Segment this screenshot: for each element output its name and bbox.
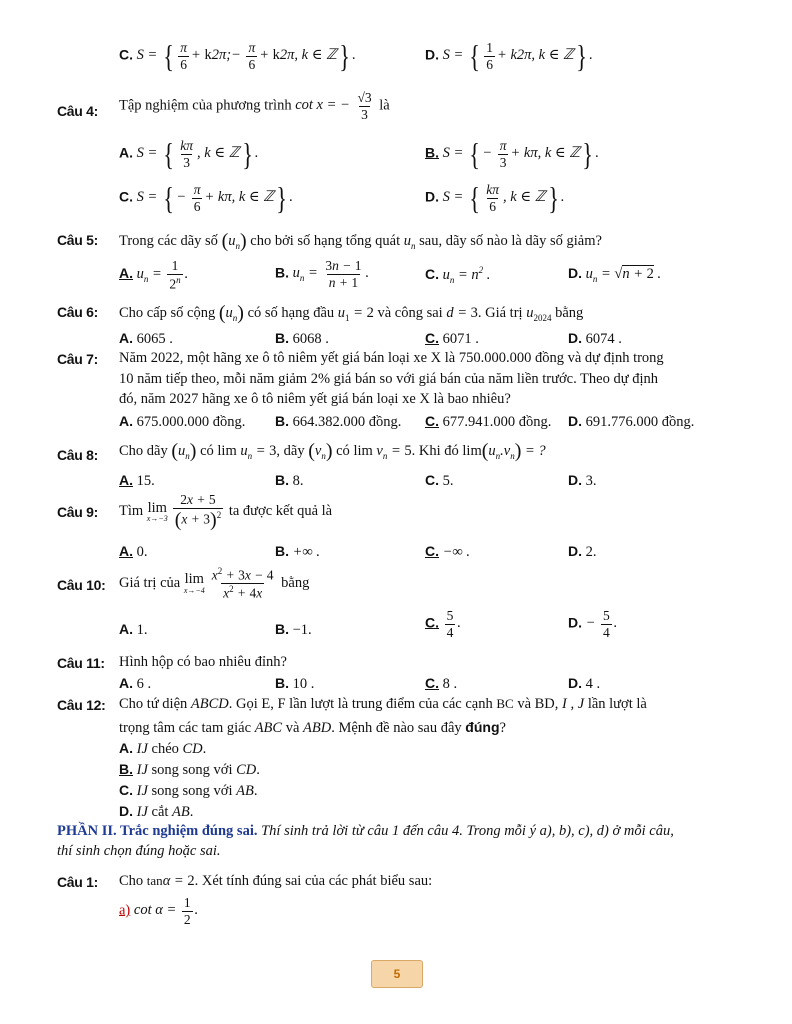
q10-option-d-math: − $\frac{5}{4}$ . (585, 608, 618, 640)
q5-text-a: Trong các dãy số (119, 232, 218, 249)
q8-text-d: có (336, 442, 350, 459)
q5-option-d-label: D. (568, 265, 582, 281)
q12-line1-b: . Gọi E, F lần lượt là trung điểm của các cạnh (228, 696, 493, 712)
q3-option-d-math: S = { $\frac{1}{6}$ + k2π, k ∈ ℤ} . (442, 38, 593, 75)
q7-option-d-label: D. (568, 413, 582, 429)
q8-option-c-value: 5. (442, 473, 454, 489)
q6-option-c-value: 6071 . (442, 331, 479, 347)
q4-option-a[interactable] (119, 136, 259, 173)
p2q1-given: tanα = 2 (146, 873, 195, 889)
q10-option-a[interactable] (119, 621, 148, 639)
q8-option-a-label: A. (119, 472, 133, 488)
q9-option-a[interactable] (119, 543, 148, 561)
q7-option-d[interactable] (568, 413, 694, 431)
q6-option-b-label: B. (275, 330, 289, 346)
q10-option-b-label: B. (275, 621, 289, 637)
q8-text-b: có (200, 442, 214, 459)
q11-option-c-label: C. (425, 675, 439, 691)
q4-option-b-math: S = { − $\frac{\pi}{3}$ + kπ, k ∈ ℤ} . (442, 136, 600, 173)
q6-option-b[interactable] (275, 330, 329, 348)
q9-text-b: ta được kết quả là (228, 503, 333, 520)
q9-option-a-label: A. (119, 543, 133, 559)
q11-option-c-value: 8 . (442, 676, 458, 692)
q12-option-d-text: cắt (151, 804, 169, 820)
q6-label: Câu 6: (57, 304, 98, 320)
p2q1-text-b: . Xét tính đúng sai của các phát biểu sau: (194, 873, 433, 889)
q12-option-a-text: chéo (151, 741, 179, 757)
q12-line2 (119, 719, 506, 737)
q7-line3: đó, năm 2027 hãng xe ô tô niêm yết giá bán loại xe X là bao nhiêu? (119, 391, 511, 407)
q8-label: Câu 8: (57, 447, 98, 463)
q11-option-a[interactable] (119, 675, 151, 693)
q8-option-b[interactable] (275, 472, 304, 490)
q8-option-a[interactable] (119, 472, 155, 490)
q12-ij: I , J (562, 696, 585, 712)
q9-option-d[interactable] (568, 543, 597, 561)
q11-option-b[interactable] (275, 675, 314, 693)
q9-option-b-math: +∞ . (292, 544, 320, 560)
q10-text-b: bằng (281, 574, 310, 591)
part2-instructions-1: Thí sinh trả lời từ câu 1 đến câu 4. Trong mỗi ý a), b), c), d) ở mỗi câu, (261, 823, 674, 839)
q5-seq: $(u_n)$ (221, 230, 247, 252)
q10-option-d[interactable] (568, 608, 617, 640)
q4-option-d[interactable] (425, 180, 565, 217)
q9-option-c-label: C. (425, 543, 439, 559)
q5-option-a[interactable] (119, 258, 188, 292)
q8-lim-v: $\lim v_n = 5$ (353, 442, 412, 461)
q7-line1: Năm 2022, một hãng xe ô tô niêm yết giá bán loại xe X là 750.000.000 đồng và dự định trong (119, 350, 664, 366)
q4-option-a-math: S = { $\frac{k\pi}{3}$ , k ∈ ℤ} . (136, 136, 259, 173)
q7-option-a[interactable] (119, 413, 245, 431)
q8-option-a-value: 15. (136, 473, 155, 489)
q7-option-d-value: 691.776.000 (585, 414, 659, 430)
part2-title: PHẦN II. Trắc nghiệm đúng sai. (57, 823, 258, 839)
q6-option-b-value: 6068 . (292, 331, 329, 347)
q6-option-c[interactable] (425, 330, 479, 348)
q7-option-b-unit: đồng. (368, 414, 402, 430)
q4-stem (119, 90, 390, 122)
q12-emphasis: đúng (465, 719, 500, 735)
q4-option-c-label: C. (119, 188, 133, 205)
q10-limit: lim x→−4 $\frac{x^2 + 3x - 4}{x^2 + 4x}$ (183, 566, 274, 601)
q12-option-b-text: song song với (151, 762, 233, 778)
q6-option-a-value: 6065 . (136, 331, 173, 347)
q11-option-a-label: A. (119, 675, 133, 691)
q11-option-c[interactable] (425, 675, 457, 693)
q3-option-d[interactable] (425, 38, 593, 75)
q5-option-a-math: $u_n$ = $\frac{1}{2^n}$ . (136, 258, 189, 292)
q8-option-d-value: 3. (585, 473, 597, 489)
q7-percent: 2% (310, 371, 331, 387)
q4-option-c-math: S = { − $\frac{\pi}{6}$ + kπ, k ∈ ℤ} . (136, 180, 294, 217)
q10-option-c-math: $\frac{5}{4}$ . (446, 608, 461, 640)
q12-line1-d: lần lượt là (587, 696, 647, 712)
p2q1-item-a[interactable] (119, 895, 198, 927)
q6-option-d[interactable] (568, 330, 622, 348)
q12-line2-a: trọng tâm các tam giác (119, 720, 252, 736)
q8-seq-u: $(u_n)$ (171, 440, 197, 462)
q10-stem (119, 566, 309, 601)
q7-option-d-unit: đồng. (661, 414, 695, 430)
q7-option-b-label: B. (275, 413, 289, 429)
q9-option-b[interactable] (275, 543, 320, 561)
q9-text-a: Tìm (119, 503, 144, 520)
q5-text-c: sau, dãy số nào là dãy số giảm? (419, 232, 602, 249)
q4-option-d-math: S = { $\frac{k\pi}{6}$ , k ∈ ℤ} . (442, 180, 565, 217)
q7-option-c-label: C. (425, 413, 439, 429)
q5-option-c-math: $u_n = n^2$ . (442, 265, 491, 285)
q10-option-b-math: −1. (292, 622, 312, 638)
q5-option-b-math: $u_n$ = $\frac{3n - 1}{n + 1}$ . (292, 258, 370, 290)
q10-option-c[interactable] (425, 608, 461, 640)
q7-option-a-label: A. (119, 413, 133, 429)
q4-option-b-label: B. (425, 144, 439, 161)
q6-text-c: và công sai (377, 304, 443, 321)
q10-option-d-label: D. (568, 614, 582, 631)
q8-lim-u: $\lim u_n = 3$ (217, 442, 277, 461)
q8-option-d-label: D. (568, 472, 582, 488)
q8-stem (119, 440, 546, 463)
p2q1-text-a: Cho (119, 873, 144, 889)
q5-term: $u_n$ (403, 232, 416, 251)
q3-option-c[interactable] (119, 38, 356, 75)
q8-option-d[interactable] (568, 472, 597, 490)
p2q1-stem (119, 873, 432, 890)
q12-line2-b: và (285, 720, 300, 736)
q5-option-d-math: $u_n = √n + 2$ . (585, 266, 662, 284)
q6-stem (119, 302, 583, 325)
q3-option-c-label: C. (119, 46, 133, 63)
q6-diff: d = 3 (446, 304, 478, 321)
q10-option-b[interactable] (275, 621, 312, 639)
q6-seq: $(u_n)$ (218, 302, 244, 324)
q12-option-c-text: song song với (151, 783, 233, 799)
q8-text-a: Cho dãy (119, 442, 168, 459)
q4-option-b[interactable] (425, 136, 600, 173)
q8-text-c: , dãy (276, 442, 305, 459)
q6-option-c-label: C. (425, 330, 439, 346)
q4-label: Câu 4: (57, 103, 98, 119)
q12-abc: ABC (254, 720, 283, 736)
page-number-badge (371, 960, 423, 988)
q12-option-c[interactable]: C. IJ song song với AB. (119, 782, 258, 799)
q9-option-b-label: B. (275, 543, 289, 559)
q7-option-a-unit: đồng. (212, 414, 246, 430)
q6-text-e: bằng (555, 304, 584, 321)
q6-option-d-value: 6074 . (585, 331, 622, 347)
q4-text-before: Tập nghiệm của phương trình (119, 97, 292, 114)
q9-label: Câu 9: (57, 504, 98, 520)
q6-target: $u_{2024}$ (526, 304, 552, 323)
q6-first-term: $u_1 = 2$ (337, 304, 374, 323)
q12-option-d[interactable]: D. IJ cắt AB. (119, 803, 194, 820)
q6-option-a-label: A. (119, 330, 133, 346)
q12-line1 (119, 696, 647, 713)
q7-line2-c: giá bán so với giá bán của năm liền trước. Theo dự định (333, 371, 658, 387)
q5-option-c[interactable] (425, 265, 490, 285)
q10-option-c-label: C. (425, 614, 439, 631)
q10-option-a-math: 1. (136, 622, 148, 638)
p2q1-label: Câu 1: (57, 874, 98, 890)
q12-option-b-label: B. (119, 761, 133, 777)
q5-text-b: cho bởi số hạng tổng quát (250, 232, 401, 249)
q6-text-b: có số hạng đầu (247, 304, 335, 321)
q5-option-d[interactable] (568, 265, 661, 284)
q4-option-c[interactable] (119, 180, 294, 217)
q3-option-d-label: D. (425, 46, 439, 63)
q4-equation: cot x = − $\frac{√3}{3}$ (295, 90, 372, 122)
q12-edge-bc: BC (496, 696, 514, 711)
q5-option-b-label: B. (275, 264, 289, 281)
q9-option-c[interactable] (425, 543, 470, 561)
q11-option-b-value: 10 . (292, 676, 315, 692)
q6-text-a: Cho cấp số cộng (119, 304, 216, 321)
part2-instructions-2: thí sinh chọn đúng hoặc sai. (57, 843, 221, 859)
q12-option-a-label: A. (119, 740, 133, 756)
q11-label: Câu 11: (57, 655, 105, 671)
q12-line1-a: Cho tứ diện (119, 696, 188, 712)
q9-option-d-label: D. (568, 543, 582, 559)
q12-option-a[interactable]: A. IJ chéo CD. (119, 740, 207, 757)
q10-text-a: Giá trị của (119, 574, 181, 591)
q7-label: Câu 7: (57, 351, 98, 367)
q12-option-b[interactable]: B. IJ song song với CD. (119, 761, 260, 778)
q12-tetra: ABCD (190, 696, 229, 712)
q5-option-a-label: A. (119, 265, 133, 282)
q7-option-b-value: 664.382.000 (292, 414, 366, 430)
q12-label: Câu 12: (57, 697, 106, 713)
q4-option-a-label: A. (119, 144, 133, 161)
q12-line1-c: và BD, (517, 696, 559, 712)
q11-option-a-value: 6 . (136, 676, 152, 692)
q12-qmark: ? (499, 720, 506, 736)
q7-option-b[interactable] (275, 413, 401, 431)
q8-option-b-value: 8. (292, 473, 304, 489)
q7-line2 (119, 371, 658, 388)
q11-text: Hình hộp có bao nhiêu đỉnh? (119, 654, 287, 670)
q5-label: Câu 5: (57, 232, 98, 248)
q7-option-c-unit: đồng. (518, 414, 552, 430)
q11-option-d-label: D. (568, 675, 582, 691)
q12-line2-c: . Mệnh đề nào sau đây (331, 720, 462, 736)
q5-option-b[interactable] (275, 258, 369, 290)
q6-option-a[interactable] (119, 330, 173, 348)
q8-option-c[interactable] (425, 472, 454, 490)
q10-option-a-label: A. (119, 621, 133, 637)
q11-option-b-label: B. (275, 675, 289, 691)
p2q1-item-a-label[interactable]: a) (119, 902, 131, 919)
q6-option-d-label: D. (568, 330, 582, 346)
q11-option-d-value: 4 . (585, 676, 601, 692)
q8-question: $\lim(u_n.v_n)$ = ? (462, 440, 546, 462)
q7-option-c[interactable] (425, 413, 551, 431)
part2-heading (57, 823, 674, 840)
q9-stem (119, 492, 332, 532)
q8-text-e: . Khi đó (411, 442, 459, 459)
q8-option-b-label: B. (275, 472, 289, 488)
q12-option-c-label: C. (119, 782, 133, 798)
q9-option-a-value: 0. (136, 544, 148, 560)
p2q1-item-a-math: cot α = $\frac{1}{2}$ . (133, 895, 199, 927)
q7-option-c-value: 677.941.000 (442, 414, 516, 430)
page-number: 5 (393, 967, 401, 981)
q7-line2-a: 10 năm tiếp theo, mỗi năm giảm (119, 371, 308, 387)
q9-option-c-math: −∞ . (442, 544, 470, 560)
q4-option-d-label: D. (425, 188, 439, 205)
q7-option-a-value: 675.000.000 (136, 414, 210, 430)
q8-option-c-label: C. (425, 472, 439, 488)
q6-text-d: . Giá trị (477, 304, 523, 321)
q12-option-d-label: D. (119, 803, 133, 819)
q9-limit: lim x→−3 $\frac{2x + 5}{(x + 3)^2}$ (146, 492, 222, 531)
q11-option-d[interactable] (568, 675, 600, 693)
q3-option-c-math: S = { $\frac{\pi}{6}$ + k2π;− $\frac{\pi}{6}$ + k2π, k ∈ ℤ} . (136, 38, 356, 75)
q9-option-d-value: 2. (585, 544, 597, 560)
q8-seq-v: $(v_n)$ (308, 440, 333, 462)
q5-option-c-label: C. (425, 265, 439, 282)
q12-abd: ABD (303, 720, 332, 736)
q4-text-after: là (379, 97, 390, 114)
q10-label: Câu 10: (57, 577, 106, 593)
q5-stem (119, 230, 602, 253)
